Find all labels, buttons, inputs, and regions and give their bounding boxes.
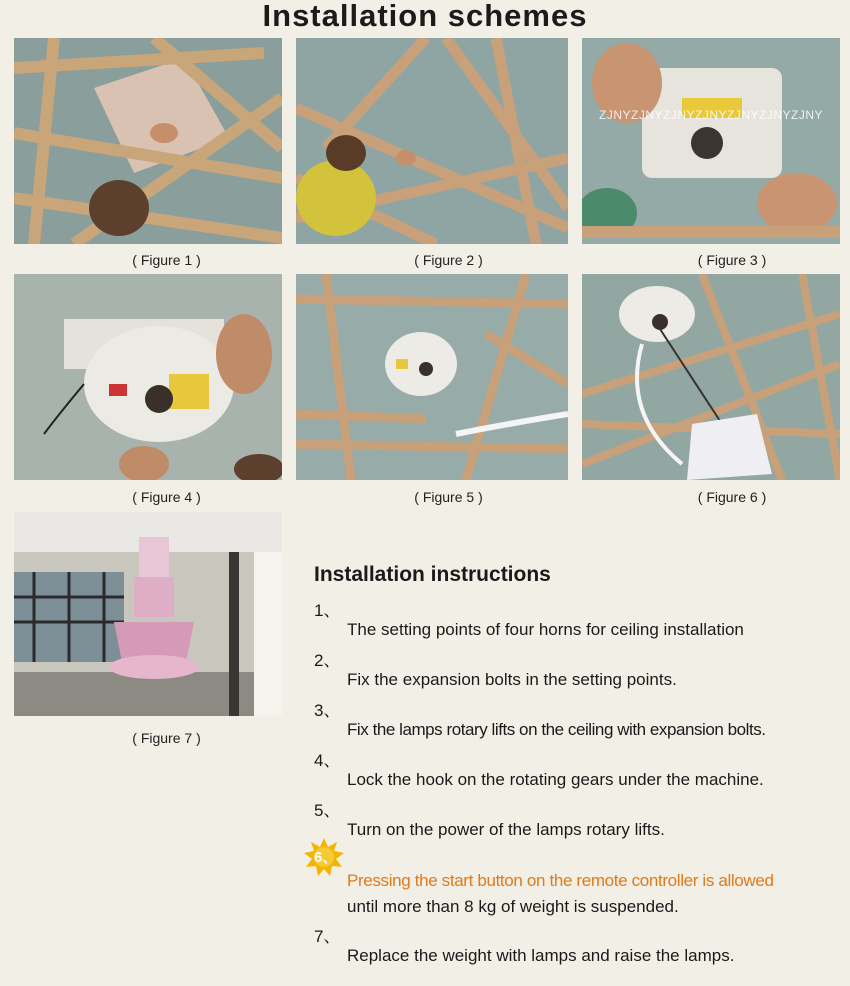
- step-4-text: Lock the hook on the rotating gears under the machine.: [347, 770, 764, 789]
- step-7-number: 7、: [314, 927, 341, 946]
- step-7-text: Replace the weight with lamps and raise the lamps.: [347, 946, 735, 965]
- figure-1-photo: [14, 38, 282, 244]
- step-6-text-continued: until more than 8 kg of weight is suspended.: [347, 897, 679, 916]
- figure-5-photo: [296, 274, 568, 480]
- figure-4-caption: ( Figure 4 ): [132, 489, 201, 505]
- step-3-text: Fix the lamps rotary lifts on the ceiling with expansion bolts.: [347, 720, 766, 739]
- figure-3-caption: ( Figure 3 ): [697, 252, 767, 268]
- figure-3-photo: [582, 38, 840, 244]
- step-1-text: The setting points of four horns for ceiling installation: [347, 620, 744, 639]
- step-1-number: 1、: [314, 601, 341, 620]
- figure-2-caption: ( Figure 2 ): [414, 252, 483, 268]
- figure-5-caption: ( Figure 5 ): [414, 489, 483, 505]
- figure-6-caption: ( Figure 6 ): [697, 489, 767, 505]
- watermark: ZJNYZJNYZJNYZJNYZJNYZJNYZJNY: [599, 108, 823, 122]
- step-5-text: Turn on the power of the lamps rotary lifts.: [347, 820, 665, 839]
- figure-4-photo: [14, 274, 282, 480]
- figure-1-caption: ( Figure 1 ): [132, 252, 201, 268]
- figure-6-photo: [582, 274, 840, 480]
- step-6-number: 6、: [314, 849, 338, 866]
- step-3-number: 3、: [314, 701, 341, 720]
- step-6-text: Pressing the start button on the remote controller is allowed: [347, 871, 774, 890]
- page-title: Installation schemes: [262, 0, 588, 33]
- figure-2-photo: [296, 38, 568, 244]
- figure-7-photo: [14, 512, 282, 716]
- step-5-number: 5、: [314, 801, 341, 820]
- instructions-title: Installation instructions: [314, 563, 551, 586]
- step-4-number: 4、: [314, 751, 341, 770]
- figure-7-caption: ( Figure 7 ): [132, 730, 201, 746]
- step-2-number: 2、: [314, 651, 341, 670]
- step-2-text: Fix the expansion bolts in the setting points.: [347, 670, 677, 689]
